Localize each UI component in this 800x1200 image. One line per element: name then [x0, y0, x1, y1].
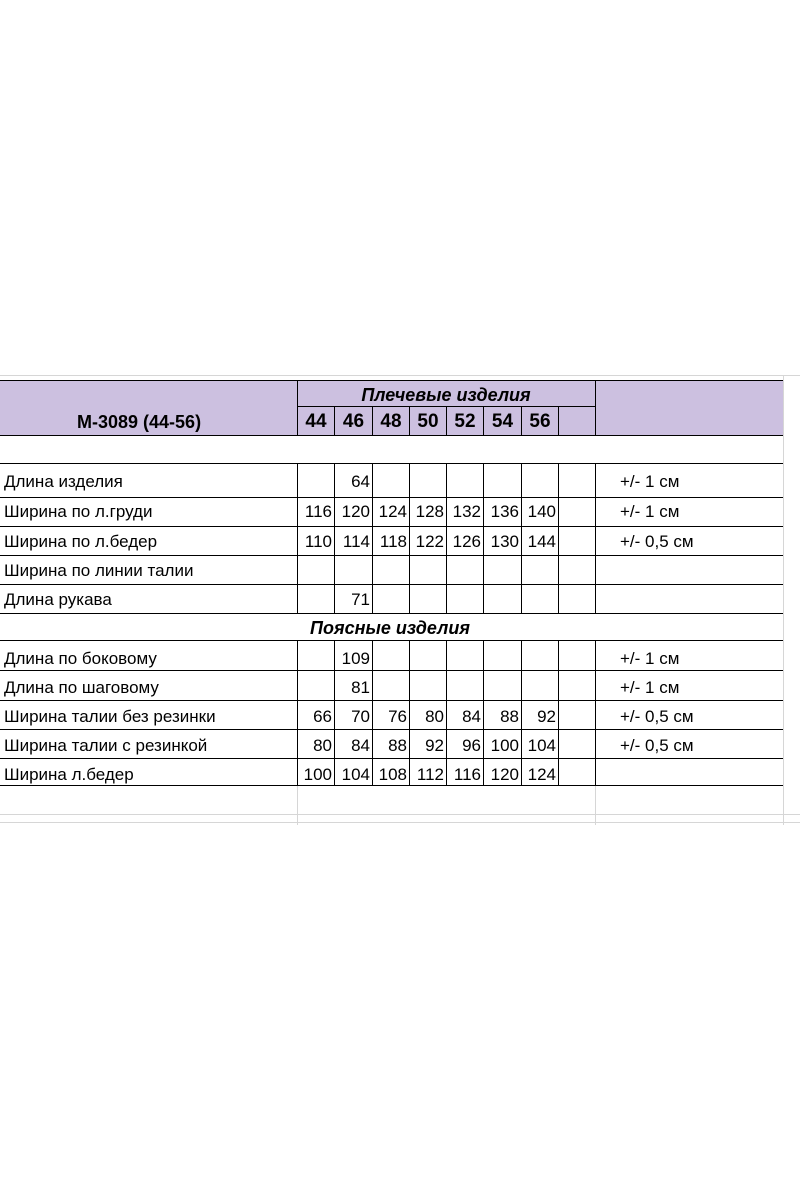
waist-row-value: 88: [500, 707, 519, 726]
shoulder-row-value: 71: [351, 590, 370, 609]
waist-row-value: 116: [453, 765, 481, 784]
waist-row-value: 124: [527, 765, 556, 784]
waist-row-value: 70: [351, 707, 370, 726]
shoulder-row-value: 122: [415, 532, 444, 551]
shoulder-row-label: Длина изделия: [4, 472, 123, 491]
waist-row-value: 92: [425, 736, 444, 755]
shoulder-row-tolerance: +/- 1 см: [620, 472, 680, 491]
shoulder-row-tolerance: +/- 0,5 см: [620, 532, 694, 551]
waist-row-value: 112: [416, 765, 444, 784]
waist-row-tolerance: +/- 1 см: [620, 678, 680, 697]
shoulder-row-value: 110: [304, 532, 332, 551]
waist-row-value: 108: [378, 765, 407, 784]
shoulder-row-label: Ширина по л.груди: [4, 502, 153, 521]
waist-row-value: 104: [341, 765, 370, 784]
shoulder-row-value: 124: [378, 502, 407, 521]
shoulder-row-value: 128: [415, 502, 444, 521]
shoulder-row-value: 132: [452, 502, 481, 521]
size-header: 54: [491, 411, 514, 432]
shoulder-row-tolerance: +/- 1 см: [620, 502, 680, 521]
shoulder-row-value: 130: [490, 532, 519, 551]
waist-row-value: 120: [490, 765, 519, 784]
size-header: 46: [342, 411, 365, 432]
waist-row-label: Ширина талии с резинкой: [4, 736, 208, 755]
waist-row-value: 80: [313, 736, 332, 755]
shoulder-row-value: 140: [527, 502, 556, 521]
size-header: 56: [529, 411, 551, 432]
waist-row-value: 84: [351, 736, 370, 755]
waist-row-value: 88: [388, 736, 407, 755]
size-header: 50: [417, 411, 439, 432]
waist-row-tolerance: +/- 1 см: [620, 649, 680, 668]
waist-row-value: 100: [303, 765, 332, 784]
shoulder-row-value: 126: [452, 532, 481, 551]
waist-row-value: 80: [425, 707, 444, 726]
waist-row-value: 81: [351, 678, 370, 697]
waist-row-label: Ширина талии без резинки: [4, 707, 216, 726]
waist-row-value: 76: [388, 707, 407, 726]
shoulder-row-value: 136: [490, 502, 519, 521]
waist-row-label: Ширина л.бедер: [4, 765, 134, 784]
waist-row-tolerance: +/- 0,5 см: [620, 707, 694, 726]
waist-row-tolerance: +/- 0,5 см: [620, 736, 694, 755]
shoulder-row-value: 118: [379, 532, 407, 551]
shoulder-row-value: 144: [527, 532, 556, 551]
waist-row-value: 92: [537, 707, 556, 726]
size-header: 48: [380, 411, 402, 432]
waist-row-value: 104: [527, 736, 556, 755]
shoulder-row-value: 64: [351, 472, 370, 491]
waist-row-value: 100: [490, 736, 519, 755]
waist-row-value: 109: [341, 649, 370, 668]
size-header: 52: [454, 411, 476, 432]
waist-row-value: 96: [462, 736, 481, 755]
waist-row-label: Длина по боковому: [4, 649, 157, 668]
shoulder-row-value: 114: [342, 532, 370, 551]
waist-row-value: 84: [462, 707, 481, 726]
shoulder-row-label: Ширина по линии талии: [4, 561, 194, 580]
header-fill-right: [595, 380, 783, 435]
model-title: М-3089 (44-56): [77, 412, 202, 432]
shoulder-row-label: Длина рукава: [4, 590, 112, 609]
waist-row-label: Длина по шаговому: [4, 678, 159, 697]
waist-section-title: Поясные изделия: [310, 618, 470, 638]
shoulder-row-label: Ширина по л.бедер: [4, 532, 158, 551]
shoulder-row-value: 120: [341, 502, 370, 521]
size-header: 44: [305, 411, 327, 432]
waist-row-value: 66: [313, 707, 332, 726]
shoulder-section-title: Плечевые изделия: [361, 385, 531, 405]
shoulder-row-value: 116: [304, 502, 332, 521]
